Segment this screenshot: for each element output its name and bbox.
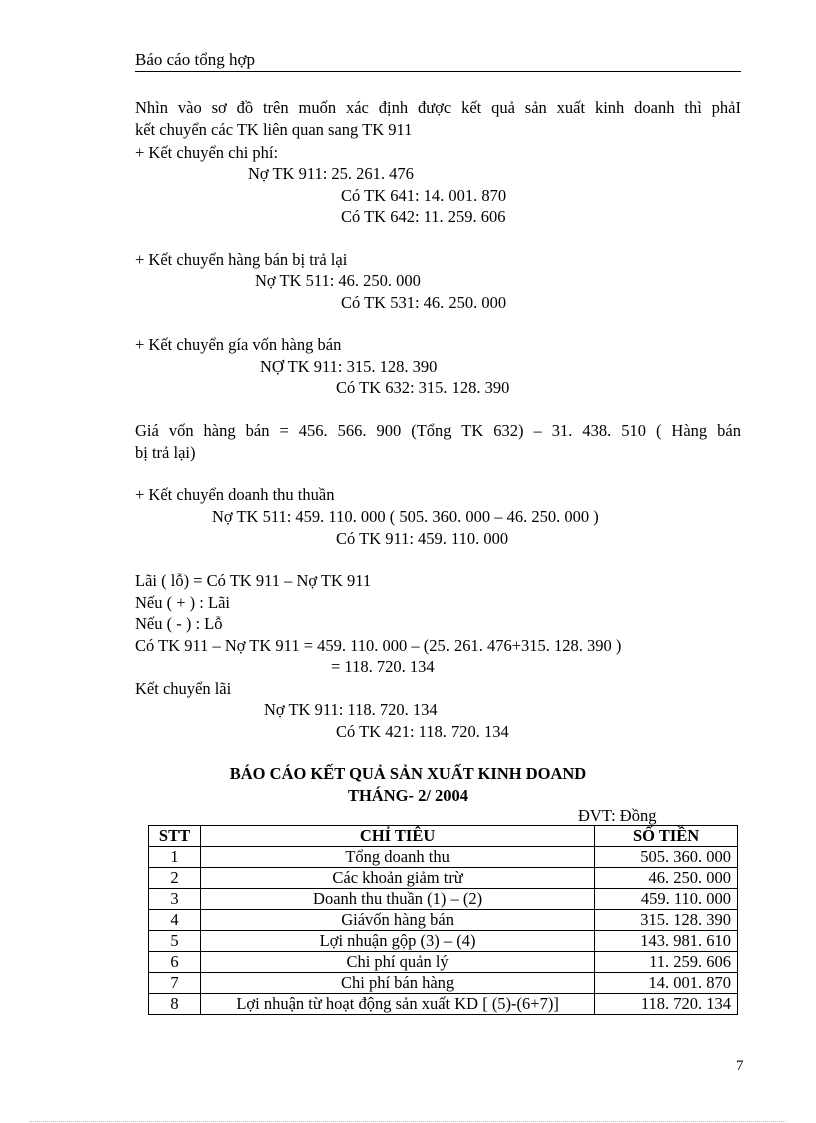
- table-row: [149, 952, 738, 973]
- column-header-amount: SỐ TIỀN: [595, 826, 738, 847]
- row-item: Lợi nhuận gộp (3) – (4): [200, 931, 594, 952]
- profit-result: = 118. 720. 134: [331, 657, 435, 676]
- row-amount: 315. 128. 390: [595, 910, 738, 931]
- row-index: 2: [149, 868, 201, 889]
- page-bottom-divider: [30, 1121, 786, 1122]
- report-table: [148, 825, 738, 1015]
- row-item: Doanh thu thuần (1) – (2): [200, 889, 594, 910]
- row-index: 4: [149, 910, 201, 931]
- header-divider: [135, 71, 741, 72]
- row-amount: 505. 360. 000: [595, 847, 738, 868]
- report-unit: ĐVT: Đồng: [578, 806, 657, 825]
- profit-transfer-debit: Nợ TK 911: 118. 720. 134: [264, 700, 438, 719]
- table-row: [149, 994, 738, 1015]
- table-row: [149, 910, 738, 931]
- cogs-note-paragraph: [135, 420, 741, 464]
- table-row: [149, 847, 738, 868]
- table-row: [149, 889, 738, 910]
- profit-formula: Lãi ( lỗ) = Có TK 911 – Nợ TK 911: [135, 571, 372, 590]
- row-index: 3: [149, 889, 201, 910]
- row-index: 8: [149, 994, 201, 1015]
- cost-debit: Nợ TK 911: 25. 261. 476: [248, 164, 414, 183]
- row-index: 7: [149, 973, 201, 994]
- row-item: Lợi nhuận từ hoạt động sản xuất KD [ (5)-(6+7)]: [200, 994, 594, 1015]
- row-item: Các khoản giảm trừ: [200, 868, 594, 889]
- cogs-note-line-2: bị trả lại): [135, 443, 196, 462]
- row-item: Chi phí bán hàng: [200, 973, 594, 994]
- table-row: [149, 868, 738, 889]
- row-amount: 14. 001. 870: [595, 973, 738, 994]
- cost-credit-642: Có TK 642: 11. 259. 606: [341, 207, 506, 226]
- intro-paragraph: [135, 97, 741, 141]
- row-amount: 118. 720. 134: [595, 994, 738, 1015]
- table-row: [149, 973, 738, 994]
- row-item: Tổng doanh thu: [200, 847, 594, 868]
- cost-heading: + Kết chuyển chi phí:: [135, 143, 279, 162]
- row-item: Giávốn hàng bán: [200, 910, 594, 931]
- column-header-stt: STT: [149, 826, 201, 847]
- row-amount: 11. 259. 606: [595, 952, 738, 973]
- intro-line-1: Nhìn vào sơ đồ trên muốn xác định được kết quả sản xuất kinh doanh thì phảI: [135, 98, 741, 117]
- returns-debit: Nợ TK 511: 46. 250. 000: [255, 271, 421, 290]
- row-amount: 143. 981. 610: [595, 931, 738, 952]
- page-header-title: Báo cáo tổng hợp: [135, 50, 255, 69]
- returns-heading: + Kết chuyển hàng bán bị trả lại: [135, 250, 348, 269]
- report-subtitle: THÁNG- 2/ 2004: [347, 786, 469, 805]
- revenue-heading: + Kết chuyển doanh thu thuần: [135, 485, 335, 504]
- row-index: 1: [149, 847, 201, 868]
- profit-calculation: Có TK 911 – Nợ TK 911 = 459. 110. 000 – (25. 261. 476+315. 128. 390 ): [135, 636, 622, 655]
- profit-if-positive: Nếu ( + ) : Lãi: [135, 593, 230, 612]
- intro-line-2: kết chuyển các TK liên quan sang TK 911: [135, 120, 413, 139]
- returns-credit: Có TK 531: 46. 250. 000: [341, 293, 507, 312]
- row-index: 5: [149, 931, 201, 952]
- row-amount: 459. 110. 000: [595, 889, 738, 910]
- report-title: BÁO CÁO KẾT QUẢ SẢN XUẤT KINH DOAND: [229, 764, 587, 783]
- profit-if-negative: Nếu ( - ) : Lỗ: [135, 614, 223, 633]
- row-index: 6: [149, 952, 201, 973]
- table-row: [149, 931, 738, 952]
- cogs-credit: Có TK 632: 315. 128. 390: [336, 378, 510, 397]
- table-header-row: [149, 826, 738, 847]
- row-amount: 46. 250. 000: [595, 868, 738, 889]
- revenue-credit: Có TK 911: 459. 110. 000: [336, 529, 509, 548]
- profit-transfer-heading: Kết chuyển lãi: [135, 679, 232, 698]
- revenue-debit: Nợ TK 511: 459. 110. 000 ( 505. 360. 000 – 46. 250. 000 ): [212, 507, 599, 526]
- cogs-debit: NỢ TK 911: 315. 128. 390: [260, 357, 438, 376]
- row-item: Chi phí quản lý: [200, 952, 594, 973]
- profit-transfer-credit: Có TK 421: 118. 720. 134: [336, 722, 509, 741]
- cogs-heading: + Kết chuyển gía vốn hàng bán: [135, 335, 342, 354]
- cost-credit-641: Có TK 641: 14. 001. 870: [341, 186, 507, 205]
- page-number: 7: [736, 1058, 744, 1074]
- column-header-item: CHỈ TIÊU: [200, 826, 594, 847]
- cogs-note-line-1: Giá vốn hàng bán = 456. 566. 900 (Tổng TK 632) – 31. 438. 510 ( Hàng bán: [135, 421, 741, 440]
